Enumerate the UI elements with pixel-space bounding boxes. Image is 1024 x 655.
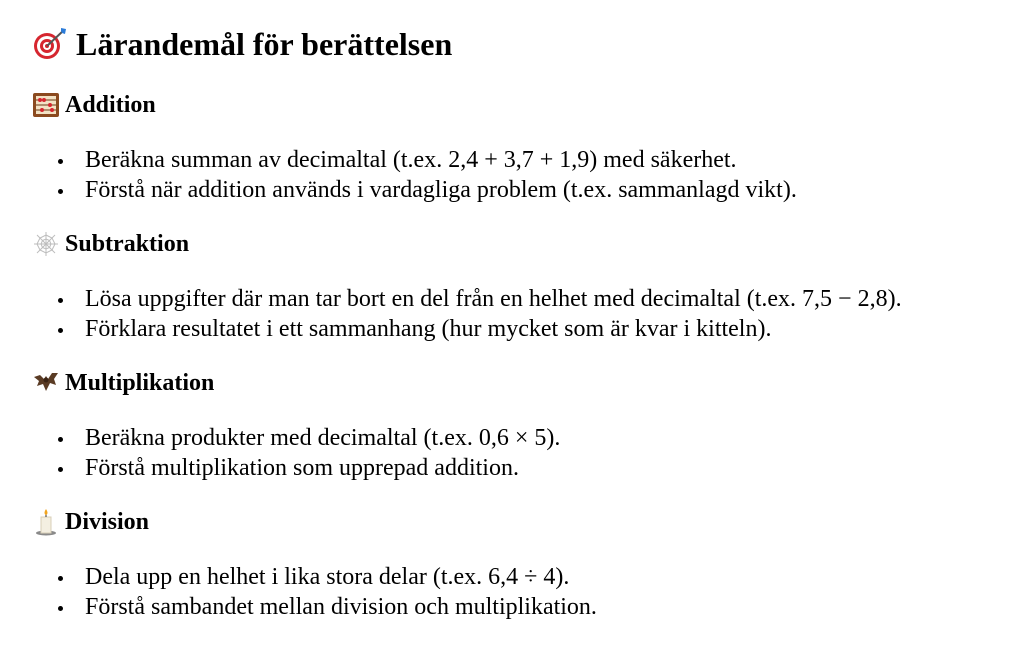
page-title-text: Lärandemål för berättelsen xyxy=(76,26,453,62)
list-item: Beräkna summan av decimaltal (t.ex. 2,4 + 3,7 + 1,9) med säkerhet. xyxy=(32,145,797,175)
section-heading-division xyxy=(32,507,149,537)
section-heading-subtraktion xyxy=(32,229,189,259)
section-heading-addition xyxy=(32,90,156,120)
section-heading-multiplikation xyxy=(32,368,214,398)
objective-list-subtraktion xyxy=(32,284,902,344)
list-item: Förstå sambandet mellan division och multiplikation. xyxy=(32,592,597,622)
list-item: Förstå när addition används i vardagliga problem (t.ex. sammanlagd vikt). xyxy=(32,175,797,205)
objective-list-addition xyxy=(32,145,797,205)
list-item: Förstå multiplikation som upprepad addition. xyxy=(32,453,560,483)
objective-list-division xyxy=(32,562,597,622)
bat-icon xyxy=(32,369,60,397)
target-dart-icon xyxy=(32,26,68,62)
list-item: Beräkna produkter med decimaltal (t.ex. 0,6 × 5). xyxy=(32,423,560,453)
section-heading-text: Subtraktion xyxy=(65,231,190,257)
list-item: Dela upp en helhet i lika stora delar (t.ex. 6,4 ÷ 4). xyxy=(32,562,597,592)
spider-web-icon xyxy=(32,230,60,258)
abacus-icon xyxy=(32,91,60,119)
candle-icon xyxy=(32,508,60,536)
section-heading-text: Multiplikation xyxy=(65,370,215,396)
section-heading-text: Addition xyxy=(65,92,156,118)
page-title xyxy=(32,24,452,64)
list-item: Förklara resultatet i ett sammanhang (hur mycket som är kvar i kitteln). xyxy=(32,314,902,344)
section-heading-text: Division xyxy=(65,509,150,535)
objective-list-multiplikation xyxy=(32,423,560,483)
list-item: Lösa uppgifter där man tar bort en del från en helhet med decimaltal (t.ex. 7,5 − 2,8). xyxy=(32,284,902,314)
